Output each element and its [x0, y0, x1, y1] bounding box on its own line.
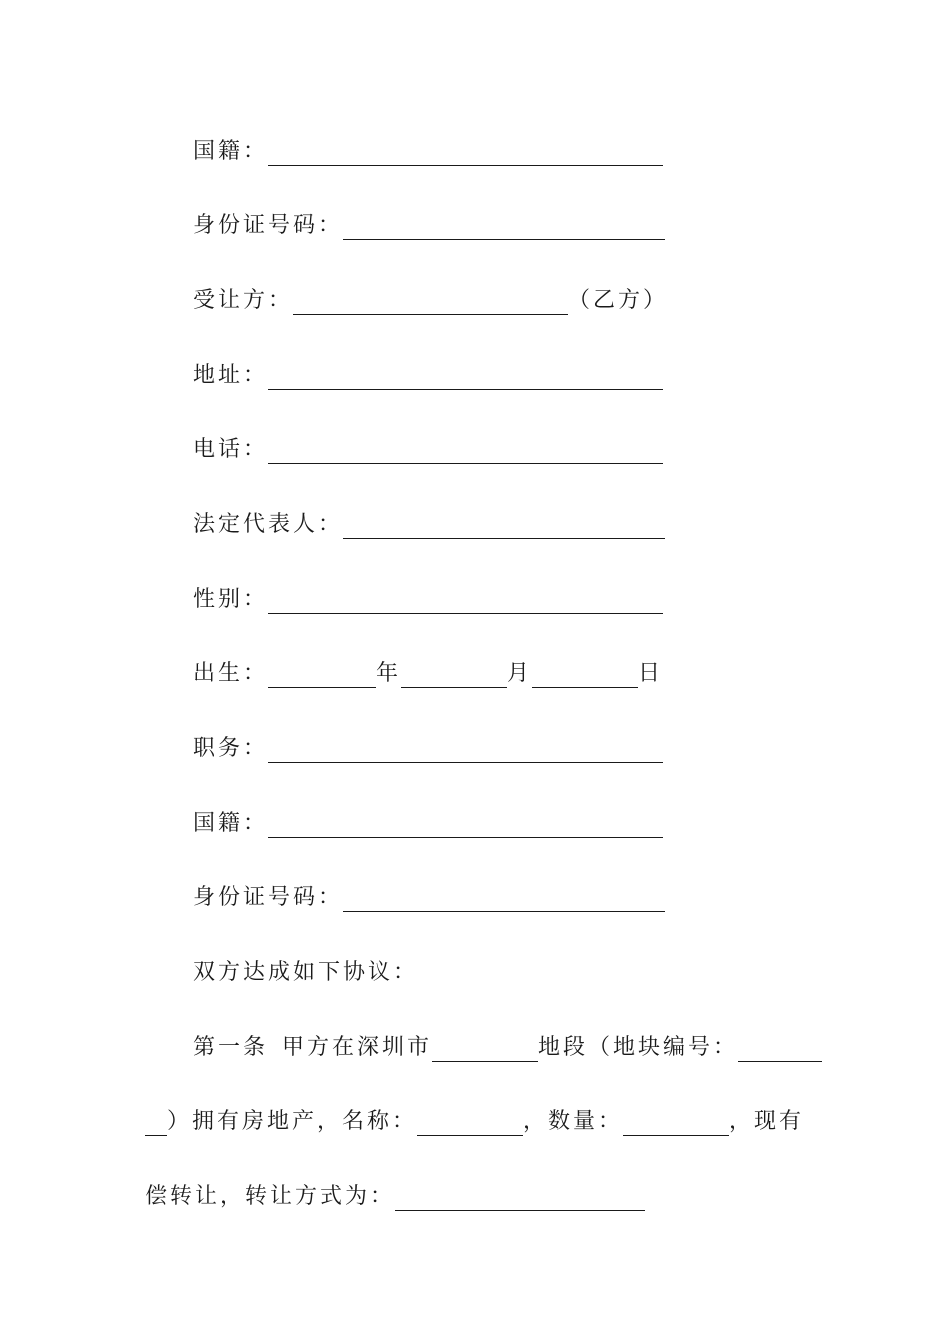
id-number-row-2 — [193, 880, 665, 916]
address-blank[interactable] — [268, 363, 663, 390]
id-number-row-1 — [193, 208, 665, 244]
legal-rep-label: 法定代表人： — [193, 512, 344, 537]
nationality-label: 国籍： — [193, 139, 269, 164]
position-blank[interactable] — [268, 736, 663, 763]
address-label: 地址： — [193, 363, 269, 388]
nationality-blank[interactable] — [268, 811, 663, 838]
legal-rep-blank[interactable] — [343, 512, 665, 539]
gender-row — [193, 582, 663, 618]
legal-rep-row — [193, 507, 665, 543]
article-1-text-a: 甲方在深圳市 — [282, 1035, 433, 1060]
address-row — [193, 358, 663, 394]
phone-blank[interactable] — [268, 437, 663, 464]
phone-label: 电话： — [193, 437, 269, 462]
article-1-line-2 — [145, 1104, 804, 1140]
position-label: 职务： — [193, 736, 269, 761]
transferee-blank[interactable] — [293, 288, 568, 315]
id-number-blank[interactable] — [343, 885, 665, 912]
article-1-text-f: 偿转让，转让方式为： — [145, 1184, 396, 1209]
gender-label: 性别： — [193, 587, 269, 612]
nationality-blank[interactable] — [268, 139, 663, 166]
birth-day-blank[interactable] — [532, 661, 638, 688]
id-number-label: 身份证号码： — [193, 213, 344, 238]
agreement-intro-text: 双方达成如下协议： — [193, 960, 419, 985]
article-1-line-1 — [193, 1030, 822, 1066]
plot-number-blank-cont[interactable] — [145, 1109, 167, 1136]
gender-blank[interactable] — [268, 587, 663, 614]
property-name-blank[interactable] — [417, 1109, 523, 1136]
agreement-intro — [193, 955, 418, 991]
nationality-label: 国籍： — [193, 811, 269, 836]
article-1-text-c: ）拥有房地产，名称： — [167, 1109, 418, 1134]
district-blank[interactable] — [432, 1035, 538, 1062]
day-label: 日 — [638, 661, 664, 686]
id-number-blank[interactable] — [343, 213, 665, 240]
party-b-label: （乙方） — [568, 288, 669, 313]
plot-number-blank[interactable] — [738, 1035, 822, 1062]
year-label: 年 — [376, 661, 402, 686]
birth-row — [193, 656, 663, 692]
birth-month-blank[interactable] — [401, 661, 507, 688]
article-1-text-b: 地段（地块编号： — [538, 1035, 739, 1060]
transferee-label: 受让方： — [193, 288, 294, 313]
article-1-line-3 — [145, 1179, 645, 1215]
id-number-label: 身份证号码： — [193, 885, 344, 910]
transferee-row — [193, 283, 668, 319]
article-1-text-d: ，数量： — [523, 1109, 624, 1134]
birth-year-blank[interactable] — [268, 661, 376, 688]
article-1-text-e: ，现有 — [729, 1109, 805, 1134]
position-row — [193, 731, 663, 767]
phone-row — [193, 432, 663, 468]
quantity-blank[interactable] — [623, 1109, 729, 1136]
article-1-number: 第一条 — [193, 1035, 269, 1060]
birth-label: 出生： — [193, 661, 269, 686]
nationality-row-2 — [193, 806, 663, 842]
nationality-row-1 — [193, 134, 663, 170]
month-label: 月 — [507, 661, 533, 686]
transfer-method-blank[interactable] — [395, 1184, 645, 1211]
